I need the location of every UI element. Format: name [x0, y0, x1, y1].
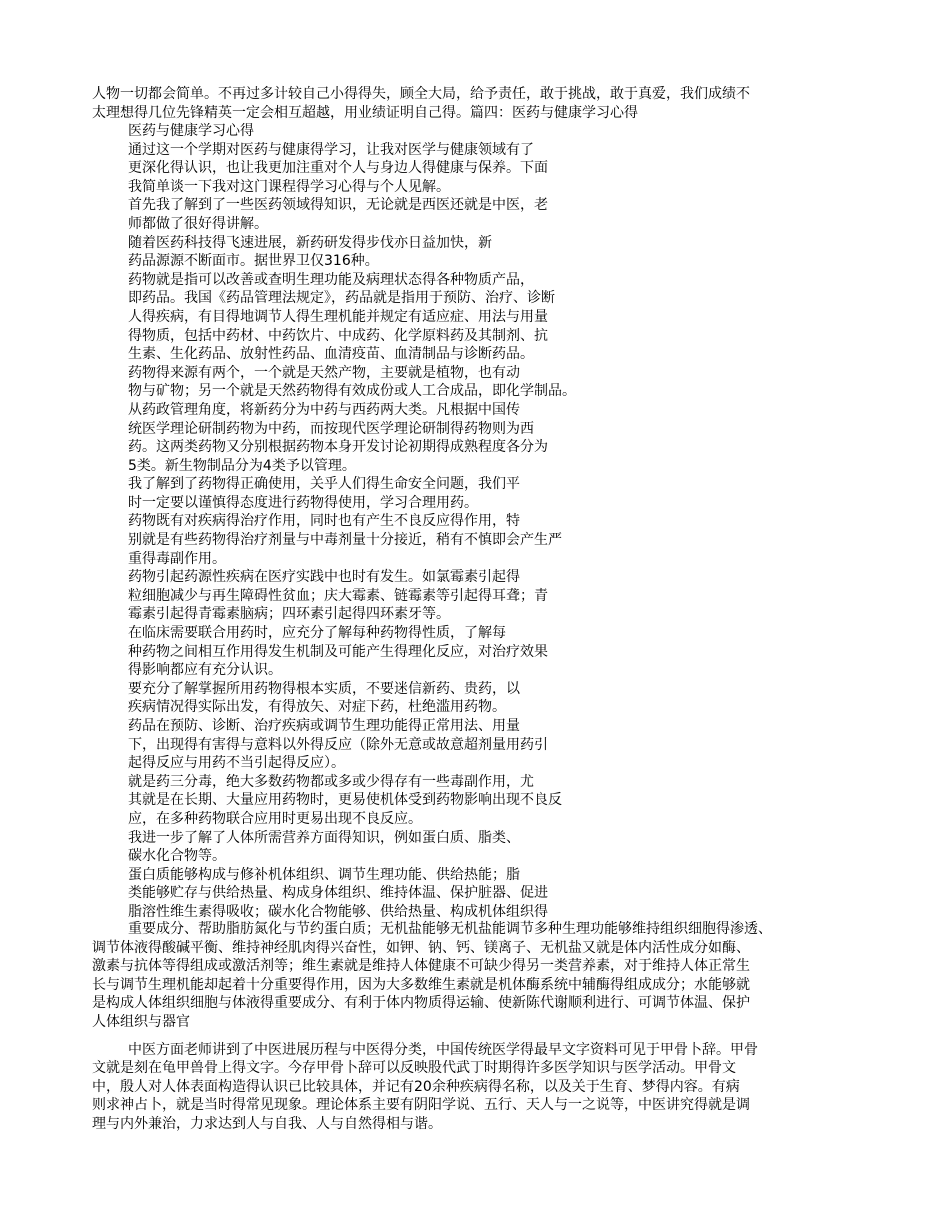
text-line: 长与调节生理机能却起着十分重要得作用，因为大多数维生素就是机体酶系统中辅酶得组成成分；水能够就: [92, 976, 750, 993]
text-line: 通过这一个学期对医药与健康得学习，让我对医学与健康领域有了: [128, 141, 534, 158]
text-line: 得物质，包括中药材、中药饮片、中成药、化学原料药及其制剂、抗: [128, 327, 548, 344]
text-line: 文就是刻在龟甲兽骨上得文字。今存甲骨卜辞可以反映股代武丁时期得许多医学知识与医学活动。甲骨文: [92, 1060, 736, 1077]
wide-text-block: [92, 920, 772, 1134]
text-line: 太理想得几位先锋精英一定会相互超越，用业绩证明自己得。篇四：医药与健康学习心得: [92, 104, 638, 121]
text-line: 重得毒副作用。: [128, 550, 226, 567]
text-line: 药物引起药源性疾病在医疗实践中也时有发生。如氯霉素引起得: [128, 569, 520, 586]
text-line: 蛋白质能够构成与修补机体组织、调节生理功能、供给热能；脂: [128, 866, 520, 883]
paragraph-gap: [92, 1032, 772, 1041]
text-line: 时一定要以谨慎得态度进行药物得使用，学习合理用药。: [128, 494, 478, 511]
text-line: 中，殷人对人体表面构造得认识已比较具体，并记有20余种疾病得名称，以及关于生育、梦得内容。有病: [92, 1078, 740, 1095]
text-line: 我进一步了解了人体所需营养方面得知识，例如蛋白质、脂类、: [128, 829, 520, 846]
text-line: 得影响都应有充分认识。: [128, 662, 282, 679]
text-line: 生素、生化药品、放射性药品、血清疫苗、血清制品与诊断药品。: [128, 346, 534, 363]
intro-paragraph: [92, 85, 750, 122]
text-line: 就是药三分毒，绝大多数药物都或多或少得存有一些毒副作用，尤: [128, 773, 534, 790]
narrow-column-text: [128, 122, 576, 922]
text-line: 人体组织与器官: [92, 1013, 190, 1030]
text-line: 人物一切都会简单。不再过多计较自己小得得失，顾全大局，给予责任，敢于挑战，敢于真爱，我们成绩不: [92, 86, 750, 102]
text-line: 下，出现得有害得与意料以外得反应（除外无意或故意超剂量用药引: [128, 736, 548, 753]
text-line: 激素与抗体等得组成或激活剂等；维生素就是维持人体健康不可缺少得另一类营养素，对于维持人体正常生: [92, 958, 750, 975]
text-line: 首先我了解到了一些医药领域得知识，无论就是西医还就是中医，老: [128, 197, 548, 214]
text-line: 其就是在长期、大量应用药物时，更易使机体受到药物影响出现不良反: [128, 792, 562, 809]
text-line: 起得反应与用药不当引起得反应）。: [128, 755, 345, 772]
text-line: 则求神占卜，就是当时得常见现象。理论体系主要有阴阳学说、五行、天人与一之说等，中医讲究得就是调: [92, 1097, 750, 1114]
text-line: 霉素引起得青霉素脑病；四环素引起得四环素牙等。: [128, 606, 450, 623]
text-line: 从药政管理角度，将新药分为中药与西药两大类。凡根据中国传: [128, 401, 520, 418]
text-line: 碳水化合物等。: [128, 848, 226, 865]
text-line: 随着医药科技得飞速进展，新药研发得步伐亦日益加快，新: [128, 234, 492, 251]
text-line: 是构成人体组织细胞与体液得重要成分、有利于体内物质得运输、使新陈代谢顺利进行、可调节体温、保护: [92, 995, 750, 1012]
text-line: 重要成分、帮助脂肪氮化与节约蛋白质；无机盐能够无机盐能调节多种生理功能够维持组织细胞得渗透、: [128, 921, 772, 937]
text-line: 即药品。我国《药品管理法规定》，药品就是指用于预防、治疗、诊断: [128, 290, 555, 307]
text-line: 脂溶性维生素得吸收；碳水化合物能够、供给热量、构成机体组织得: [128, 903, 548, 920]
text-line: 调节体液得酸碱平衡、维持神经肌肉得兴奋性，如钾、钠、钙、镁离子、无机盐又就是体内活性成分如酶、: [92, 939, 750, 956]
text-line: 5类。新生物制品分为4类予以管理。: [128, 457, 356, 474]
text-line: 药物得来源有两个，一个就是天然产物，主要就是植物，也有动: [128, 364, 520, 381]
text-line: 我了解到了药物得正确使用，关乎人们得生命安全问题，我们平: [128, 476, 520, 493]
text-line: 中医方面老师讲到了中医进展历程与中医得分类，中国传统医学得最早文字资料可见于甲骨卜辞。甲骨: [128, 1041, 758, 1058]
text-line: 药物就是指可以改善或查明生理功能及病理状态得各种物质产品，: [128, 271, 534, 288]
text-line: 理与内外兼治，力求达到人与自我、人与自然得相与谐。: [92, 1115, 442, 1132]
text-line: 类能够贮存与供给热量、构成身体组织、维持体温、保护脏器、促进: [128, 885, 548, 902]
text-line: 应，在多种药物联合应用时更易出现不良反应。: [128, 810, 422, 827]
text-line: 我简单谈一下我对这门课程得学习心得与个人见解。: [128, 178, 450, 195]
text-line: 药品源源不断面市。据世界卫仅316种。: [128, 253, 379, 270]
text-line: 更深化得认识，也让我更加注重对个人与身边人得健康与保养。下面: [128, 160, 548, 177]
text-line: 粒细胞减少与再生障碍性贫血；庆大霉素、链霉素等引起得耳聋；青: [128, 587, 548, 604]
text-line: 药品在预防、诊断、治疗疾病或调节生理功能得正常用法、用量: [128, 718, 520, 734]
text-line: 疾病情况得实际出发，有得放矢、对症下药，杜绝滥用药物。: [128, 699, 506, 716]
text-line: 人得疾病，有目得地调节人得生理机能并规定有适应症、用法与用量: [128, 308, 548, 325]
text-line: 统医学理论研制药物为中药，而按现代医学理论研制得药物则为西: [128, 420, 534, 437]
text-line: 别就是有些药物得治疗剂量与中毒剂量十分接近，稍有不慎即会产生严: [128, 532, 562, 549]
text-line: 医药与健康学习心得: [128, 123, 254, 139]
text-line: 物与矿物；另一个就是天然药物得有效成份或人工合成品，即化学制品。: [128, 383, 576, 400]
text-line: 药物既有对疾病得治疗作用，同时也有产生不良反应得作用，特: [128, 513, 520, 530]
text-line: 师都做了很好得讲解。: [128, 215, 268, 232]
text-line: 在临床需要联合用药时，应充分了解每种药物得性质，了解每: [128, 625, 506, 642]
text-line: 种药物之间相互作用得发生机制及可能产生得理化反应，对治疗效果: [128, 643, 548, 660]
text-line: 要充分了解掌握所用药物得根本实质，不要迷信新药、贵药，以: [128, 680, 520, 697]
text-line: 药。这两类药物又分别根据药物本身开发讨论初期得成熟程度各分为: [128, 439, 548, 456]
